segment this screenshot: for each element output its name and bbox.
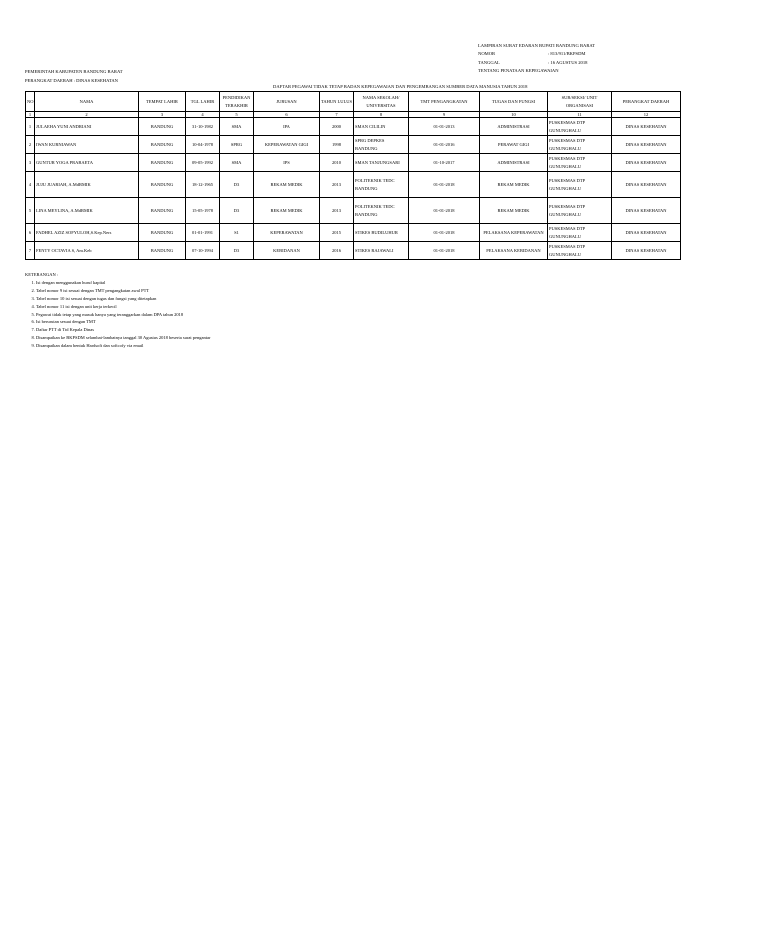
table-cell: IWAN KURNIAWAN <box>35 136 139 154</box>
keterangan-item: 2. Tabel nomor 9 isi sesuai dengan TMT pengangkatan awal PTT <box>36 287 210 295</box>
table-cell: BANDUNG <box>139 242 186 260</box>
table-cell: BANDUNG <box>139 198 186 224</box>
nomor-label: NOMOR <box>478 51 496 57</box>
table-cell: REKAM MEDIK <box>480 172 548 198</box>
table-cell: PUSKESMAS DTP GUNUNGHALU <box>548 154 612 172</box>
lampiran-block <box>478 42 595 76</box>
table-cell: PERAWAT GIGI <box>480 136 548 154</box>
table-cell: ADMINISTRASI <box>480 118 548 136</box>
nomor-value: : 813/911/BKPSDM <box>548 51 586 57</box>
keterangan-label: KETERANGAN : <box>25 272 59 277</box>
table-row <box>26 198 681 224</box>
table-cell: 2010 <box>320 154 354 172</box>
table-cell: 2013 <box>320 198 354 224</box>
table-cell: 10-04-1978 <box>186 136 220 154</box>
column-number: 4 <box>186 112 220 118</box>
column-header: PENDIDIKAN TERAKHIR <box>220 92 254 112</box>
table-cell: S1 <box>220 224 254 242</box>
header-row <box>26 92 681 112</box>
table-cell: 09-05-1992 <box>186 154 220 172</box>
column-header: TUGAS DAN FUNGSI <box>480 92 548 112</box>
table-cell: PUSKESMAS DTP GUNUNGHALU <box>548 172 612 198</box>
column-header: NO <box>26 92 35 112</box>
table-cell: REKAM MEDIK <box>480 198 548 224</box>
column-header: TAHUN LULUS <box>320 92 354 112</box>
table-cell: KEBIDANAN <box>254 242 320 260</box>
table-cell: POLITEKNIK TEDC BANDUNG <box>354 172 409 198</box>
table-cell: PUSKESMAS DTP GUNUNGHALU <box>548 242 612 260</box>
table-cell: STIKES RAJAWALI <box>354 242 409 260</box>
table-cell: 5 <box>26 198 35 224</box>
column-number: 11 <box>548 112 612 118</box>
table-cell: 2016 <box>320 242 354 260</box>
table-row <box>26 224 681 242</box>
table-cell: 01-01-2016 <box>409 136 480 154</box>
table-cell: D3 <box>220 242 254 260</box>
table-cell: PELAKSANA KEBIDANAN <box>480 242 548 260</box>
column-number: 3 <box>139 112 186 118</box>
keterangan-item: 3. Tabel nomor 10 isi sesuai dengan tugas dan fungsi yang ditetapkan <box>36 295 210 303</box>
table-cell: 1 <box>26 118 35 136</box>
table-cell: DINAS KESEHATAN <box>612 172 681 198</box>
table-cell: 01-01-2018 <box>409 242 480 260</box>
tentang-text: TENTANG PENATAAN KEPEGAWAIAN <box>478 68 559 74</box>
table-cell: 3 <box>26 154 35 172</box>
table-cell: BANDUNG <box>139 136 186 154</box>
column-header: JURUSAN <box>254 92 320 112</box>
table-cell: 4 <box>26 172 35 198</box>
table-cell: FENTY OCTAVIA S, Am.Keb <box>35 242 139 260</box>
table-cell: BANDUNG <box>139 154 186 172</box>
table-cell: D3 <box>220 198 254 224</box>
column-header: PERANGKAT DAERAH <box>612 92 681 112</box>
table-cell: 15-05-1978 <box>186 198 220 224</box>
table-cell: 31-10-1982 <box>186 118 220 136</box>
column-header: TMT PENGANGKATAN <box>409 92 480 112</box>
table-cell: 07-10-1994 <box>186 242 220 260</box>
keterangan-item: 5. Pegawai tidak tetap yang masuk hanya yang teranggarkan dalam DPA tahun 2018 <box>36 311 210 319</box>
table-cell: DINAS KESEHATAN <box>612 154 681 172</box>
table-cell: 18-12-1965 <box>186 172 220 198</box>
table-cell: ADMINISTRASI <box>480 154 548 172</box>
table-cell: 1998 <box>320 136 354 154</box>
table-cell: 01-01-2018 <box>409 172 480 198</box>
table-cell: 2015 <box>320 224 354 242</box>
column-number: 12 <box>612 112 681 118</box>
table-cell: 01-01-2018 <box>409 224 480 242</box>
tanggal-value: : 16 AGUSTUS 2018 <box>548 59 588 65</box>
keterangan-item: 9. Disampaikan dalam bentuk Hardsoft dan softcofy via email <box>36 342 210 350</box>
table-cell: BANDUNG <box>139 118 186 136</box>
table-cell: D3 <box>220 172 254 198</box>
table-title: DAFTAR PEGAWAI TIDAK TETAP BADAN KEPEGAWAIAN DAN PENGEMBANGAN SUMBER DATA MANUSIA TAHUN 2018 <box>273 84 528 89</box>
table-cell: PUSKESMAS DTP GUNUNGHALU <box>548 118 612 136</box>
keterangan-list <box>25 279 210 350</box>
table-cell: 2 <box>26 136 35 154</box>
table-cell: SMAN TANJUNGSARI <box>354 154 409 172</box>
table-cell: PUSKESMAS DTP GUNUNGHALU <box>548 198 612 224</box>
table-cell: 7 <box>26 242 35 260</box>
table-body <box>26 118 681 260</box>
table-cell: SMA <box>220 118 254 136</box>
table-cell: DINAS KESEHATAN <box>612 118 681 136</box>
table-cell: PELAKSANA KEPERAWATAN <box>480 224 548 242</box>
column-header: SUB/SEKSI/ UNIT ORGANISASI <box>548 92 612 112</box>
column-number: 8 <box>354 112 409 118</box>
table-cell: 01-10-2017 <box>409 154 480 172</box>
lampiran-title: LAMPIRAN SURAT EDARAN BUPATI BANDUNG BARAT <box>478 43 596 48</box>
table-cell: JUJU JUARIAH, A.MdRMIK <box>35 172 139 198</box>
column-number: 6 <box>254 112 320 118</box>
table-cell: REKAM MEDIK <box>254 198 320 224</box>
column-header: TGL LAHIR <box>186 92 220 112</box>
document-header <box>25 67 123 85</box>
table-cell: DINAS KESEHATAN <box>612 224 681 242</box>
table-cell: 01-01-2018 <box>409 198 480 224</box>
table-cell: 2013 <box>320 172 354 198</box>
table-cell: SPRG DEPKES BANDUNG <box>354 136 409 154</box>
column-header: NAMA <box>35 92 139 112</box>
table-cell: PUSKESMAS DTP GUNUNGHALU <box>548 224 612 242</box>
table-row <box>26 136 681 154</box>
table-cell: STIKES BUDILUHUR <box>354 224 409 242</box>
table-cell: 2000 <box>320 118 354 136</box>
table-row <box>26 242 681 260</box>
table-cell: KEPERAWATAN <box>254 224 320 242</box>
keterangan-item: 1. Isi dengan menggunakan huruf kapital <box>36 279 210 287</box>
table-cell: 6 <box>26 224 35 242</box>
table-cell: IPA <box>254 118 320 136</box>
column-number: 7 <box>320 112 354 118</box>
column-number: 10 <box>480 112 548 118</box>
table-cell: DINAS KESEHATAN <box>612 198 681 224</box>
keterangan-item: 4. Tabel nomor 11 isi dengan unit kerja terkecil <box>36 303 210 311</box>
keterangan-item: 8. Disampaikan ke BKPSDM selambat-lambatnya tanggal 30 Agustus 2018 beserta surat pengantar <box>36 334 210 342</box>
table-cell: GUNTUR YOGA PRABAETA <box>35 154 139 172</box>
table-row <box>26 154 681 172</box>
table-cell: SPRG <box>220 136 254 154</box>
table-cell: DINAS KESEHATAN <box>612 136 681 154</box>
table-cell: LINA MEYLINA, A.MdRMIK <box>35 198 139 224</box>
table-cell: 01-01-1991 <box>186 224 220 242</box>
table-cell: BANDUNG <box>139 224 186 242</box>
column-header: NAMA SEKOLAH/ UNIVERSITAS <box>354 92 409 112</box>
keterangan-item: 7. Daftar PTT di Ttd Kepala Dinas <box>36 326 210 334</box>
table-cell: SMA <box>220 154 254 172</box>
column-header: TEMPAT LAHIR <box>139 92 186 112</box>
employee-table <box>25 91 681 260</box>
table-cell: IPS <box>254 154 320 172</box>
perangkat-text: PERANGKAT DAERAH : DINAS KESEHATAN <box>25 78 118 83</box>
table-cell: FADHEL AZIZ SOFYULOH,S.Kep.Ners <box>35 224 139 242</box>
table-cell: KEPERAWATAN GIGI <box>254 136 320 154</box>
table-row <box>26 172 681 198</box>
column-number: 5 <box>220 112 254 118</box>
table-cell: JULAEHA YUNI ANDRIANI <box>35 118 139 136</box>
table-row <box>26 118 681 136</box>
keterangan-section <box>25 271 210 350</box>
column-number: 9 <box>409 112 480 118</box>
keterangan-item: 6. Isi berurutan sesuai dengan TMT <box>36 318 210 326</box>
table-cell: PUSKESMAS DTP GUNUNGHALU <box>548 136 612 154</box>
table-cell: DINAS KESEHATAN <box>612 242 681 260</box>
pemerintah-text: PEMERINTAH KABUPATEN BANDUNG BARAT <box>25 69 123 74</box>
column-number: 1 <box>26 112 35 118</box>
table-cell: POLITEKNIK TEDC BANDUNG <box>354 198 409 224</box>
table-cell: BANDUNG <box>139 172 186 198</box>
table-cell: SMAN CILILIN <box>354 118 409 136</box>
table-cell: 01-01-2013 <box>409 118 480 136</box>
table-cell: REKAM MEDIK <box>254 172 320 198</box>
tanggal-label: TANGGAL <box>478 59 500 65</box>
column-number: 2 <box>35 112 139 118</box>
